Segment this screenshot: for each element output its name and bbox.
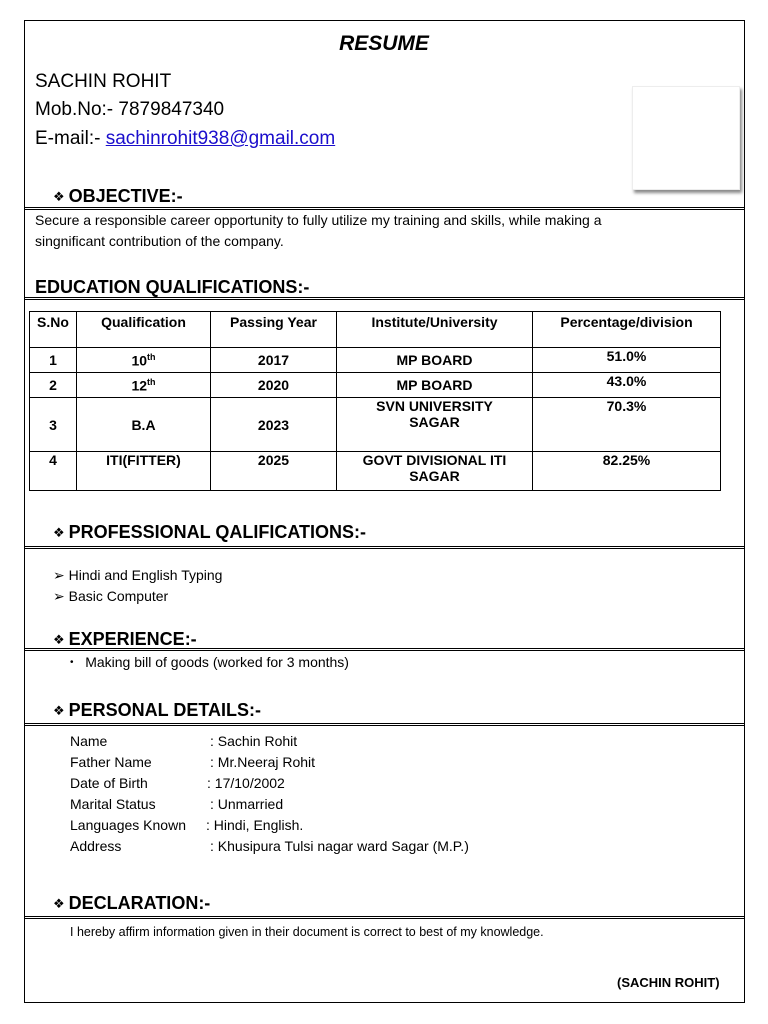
declaration-heading: ❖ DECLARATION:-: [53, 893, 211, 913]
detail-label: Languages Known: [70, 817, 186, 833]
cell-sno: 3: [30, 398, 77, 452]
detail-value: : 17/10/2002: [207, 775, 285, 791]
mobile-line: [35, 99, 224, 121]
email-line: [35, 128, 335, 150]
cell-year: 2025: [211, 452, 337, 491]
divider: [24, 916, 745, 919]
detail-label: Address: [70, 838, 122, 854]
signature-name: (SACHIN ROHIT): [617, 975, 720, 990]
email-link[interactable]: sachinrohit938@gmail.com: [105, 128, 336, 149]
cell-year: 2017: [211, 348, 337, 373]
column-header: S.No: [30, 312, 77, 348]
cell-institute: MP BOARD: [337, 373, 533, 398]
cell-percentage: 82.25%: [533, 452, 721, 491]
mobile-value: 7879847340: [118, 99, 225, 120]
detail-label: Name: [70, 733, 108, 749]
cell-institute: GOVT DIVISIONAL ITI SAGAR: [337, 452, 533, 491]
column-header: Qualification: [77, 312, 211, 348]
cell-institute: MP BOARD: [337, 348, 533, 373]
divider: [24, 207, 745, 210]
cell-percentage: 70.3%: [533, 398, 721, 452]
table-row: [30, 452, 721, 491]
arrow-bullet-icon: ➢: [53, 588, 65, 604]
table-header-row: [30, 312, 721, 348]
column-header: Passing Year: [211, 312, 337, 348]
cell-percentage: 51.0%: [533, 348, 721, 373]
experience-heading: ❖ EXPERIENCE:-: [53, 629, 197, 649]
photo-placeholder: [632, 86, 740, 190]
cell-percentage: 43.0%: [533, 373, 721, 398]
cell-qualification: B.A: [77, 398, 211, 452]
education-table: [29, 311, 721, 491]
diamond-bullet-icon: ❖: [53, 632, 65, 647]
divider: [24, 297, 745, 300]
objective-heading: ❖ OBJECTIVE:-: [53, 186, 183, 206]
divider: [24, 546, 745, 549]
divider: [24, 723, 745, 726]
divider: [24, 648, 745, 651]
list-item: • Making bill of goods (worked for 3 months): [70, 654, 349, 670]
email-label: E-mail:-: [35, 128, 101, 149]
detail-label: Date of Birth: [70, 775, 148, 791]
cell-qualification: 10th: [77, 348, 211, 373]
diamond-bullet-icon: ❖: [53, 896, 65, 911]
cell-sno: 2: [30, 373, 77, 398]
cell-year: 2020: [211, 373, 337, 398]
arrow-bullet-icon: ➢: [53, 567, 65, 583]
cell-sno: 1: [30, 348, 77, 373]
detail-label: Father Name: [70, 754, 152, 770]
cell-qualification: ITI(FITTER): [77, 452, 211, 491]
professional-heading: ❖ PROFESSIONAL QALIFICATIONS:-: [53, 522, 366, 542]
diamond-bullet-icon: ❖: [53, 525, 65, 540]
education-heading: EDUCATION QUALIFICATIONS:-: [35, 277, 310, 297]
cell-qualification: 12th: [77, 373, 211, 398]
diamond-bullet-icon: ❖: [53, 703, 65, 718]
cell-institute: SVN UNIVERSITY SAGAR: [337, 398, 533, 452]
mobile-label: Mob.No:-: [35, 99, 114, 120]
detail-value: : Mr.Neeraj Rohit: [210, 754, 316, 770]
list-item: ➢ Hindi and English Typing: [53, 567, 223, 583]
detail-value: : Hindi, English.: [206, 817, 304, 833]
declaration-text: I hereby affirm information given in their document is correct to best of my knowledge.: [70, 925, 544, 939]
objective-line-1: Secure a responsible career opportunity to fully utilize my training and skills, while making a: [35, 212, 602, 228]
dot-bullet-icon: •: [70, 657, 74, 668]
table-row: [30, 398, 721, 452]
detail-label: Marital Status: [70, 796, 156, 812]
detail-value: : Khusipura Tulsi nagar ward Sagar (M.P.): [210, 838, 469, 854]
diamond-bullet-icon: ❖: [53, 189, 65, 204]
list-item: ➢ Basic Computer: [53, 588, 169, 604]
column-header: Percentage/division: [533, 312, 721, 348]
document-title: RESUME: [339, 32, 429, 55]
detail-value: : Unmarried: [210, 796, 284, 812]
cell-sno: 4: [30, 452, 77, 491]
detail-value: : Sachin Rohit: [210, 733, 298, 749]
table-row: [30, 373, 721, 398]
personal-heading: ❖ PERSONAL DETAILS:-: [53, 700, 261, 720]
table-row: [30, 348, 721, 373]
column-header: Institute/University: [337, 312, 533, 348]
candidate-name: SACHIN ROHIT: [35, 71, 172, 92]
objective-line-2: singnificant contribution of the company.: [35, 233, 284, 249]
cell-year: 2023: [211, 398, 337, 452]
